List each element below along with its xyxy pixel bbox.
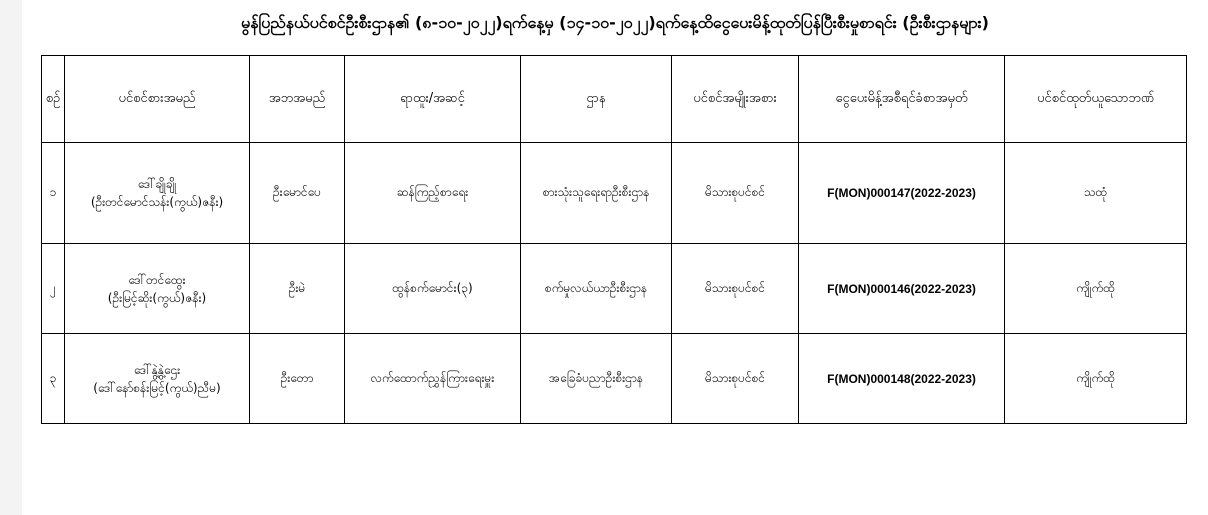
column-header-permit-number: ငွေပေးမိန့်အစီရင်ခံစာအမှတ် — [799, 56, 1005, 143]
cell-serial: ၁ — [42, 143, 65, 244]
table-row — [42, 334, 1187, 424]
cell-department: အခြေခံပညာဦးစီးဌာန — [521, 334, 672, 424]
column-header-rank: ရာထူး/အဆင့် — [345, 56, 521, 143]
pensioner-name: ဒေါ်ချိုချို — [137, 177, 177, 191]
pension-table — [41, 55, 1187, 424]
cell-permit-number: F(MON)000147(2022-2023) — [799, 143, 1005, 244]
table-row — [42, 244, 1187, 334]
column-header-pensioner-name: ပင်စင်စားအမည် — [65, 56, 250, 143]
cell-bank: ကျိုက်ထို — [1005, 244, 1187, 334]
cell-bank: သထုံ — [1005, 143, 1187, 244]
cell-rank: ထွန်စက်မောင်း(၃) — [345, 244, 521, 334]
pensioner-name: ဒေါ်တင်ထွေး — [128, 272, 186, 287]
document-page — [22, 0, 1208, 515]
pensioner-name: ဒေါ်နွဲ့နွဲ့ဌေး — [133, 362, 181, 377]
column-header-bank: ပင်စင်ထုတ်ယူသောဘဏ် — [1005, 56, 1187, 143]
column-header-father-name: အဘအမည် — [250, 56, 345, 143]
column-header-department: ဌာန — [521, 56, 672, 143]
cell-pension-type: မိသားစုပင်စင် — [672, 143, 799, 244]
cell-department: စားသုံးသူရေးရာဦးစီးဌာန — [521, 143, 672, 244]
table-row — [42, 143, 1187, 244]
cell-permit-number: F(MON)000146(2022-2023) — [799, 244, 1005, 334]
pensioner-relation: (ဦးတင်မောင်သန်း(ကွယ်)ဇနီး) — [90, 195, 224, 209]
cell-permit-number: F(MON)000148(2022-2023) — [799, 334, 1005, 424]
cell-father-name: ဦးတော — [250, 334, 345, 424]
column-header-serial: စဉ် — [42, 56, 65, 143]
cell-pensioner-name — [65, 334, 250, 424]
cell-rank: လက်ထောက်ညွှန်ကြားရေးမှူး — [345, 334, 521, 424]
cell-father-name: ဦးမောင်ပေ — [250, 143, 345, 244]
pensioner-relation: (ဒေါ်နော်စန်းမြင့်(ကွယ်)ညီမ) — [93, 380, 221, 395]
cell-department: စက်မှုလယ်ယာဦးစီးဌာန — [521, 244, 672, 334]
cell-serial: ၃ — [42, 334, 65, 424]
page-title: မွန်ပြည်နယ်ပင်စင်ဦးစီးဌာန၏ (၈-၁၀-၂၀၂၂)ရက်နေ့မှ (၁၄-၁၀-၂၀၂၂)ရက်နေ့ထိငွေပေးမိန့်ထုတ်ပြန်ပြီးစီးမှုစာရင်း (ဦးစီးဌာနများ) — [241, 13, 989, 32]
pensioner-relation: (ဦးမြင့်ဆိုး(ကွယ်)ဇနီး) — [107, 290, 207, 305]
cell-pension-type: မိသားစုပင်စင် — [672, 334, 799, 424]
cell-pension-type: မိသားစုပင်စင် — [672, 244, 799, 334]
cell-serial: ၂ — [42, 244, 65, 334]
cell-pensioner-name — [65, 244, 250, 334]
cell-bank: ကျိုက်ထို — [1005, 334, 1187, 424]
cell-rank: ဆန်ကြည့်စာရေး — [345, 143, 521, 244]
cell-pensioner-name — [65, 143, 250, 244]
column-header-pension-type: ပင်စင်အမျိုးအစား — [672, 56, 799, 143]
cell-father-name: ဦးမဲ — [250, 244, 345, 334]
table-header-row — [42, 56, 1187, 143]
